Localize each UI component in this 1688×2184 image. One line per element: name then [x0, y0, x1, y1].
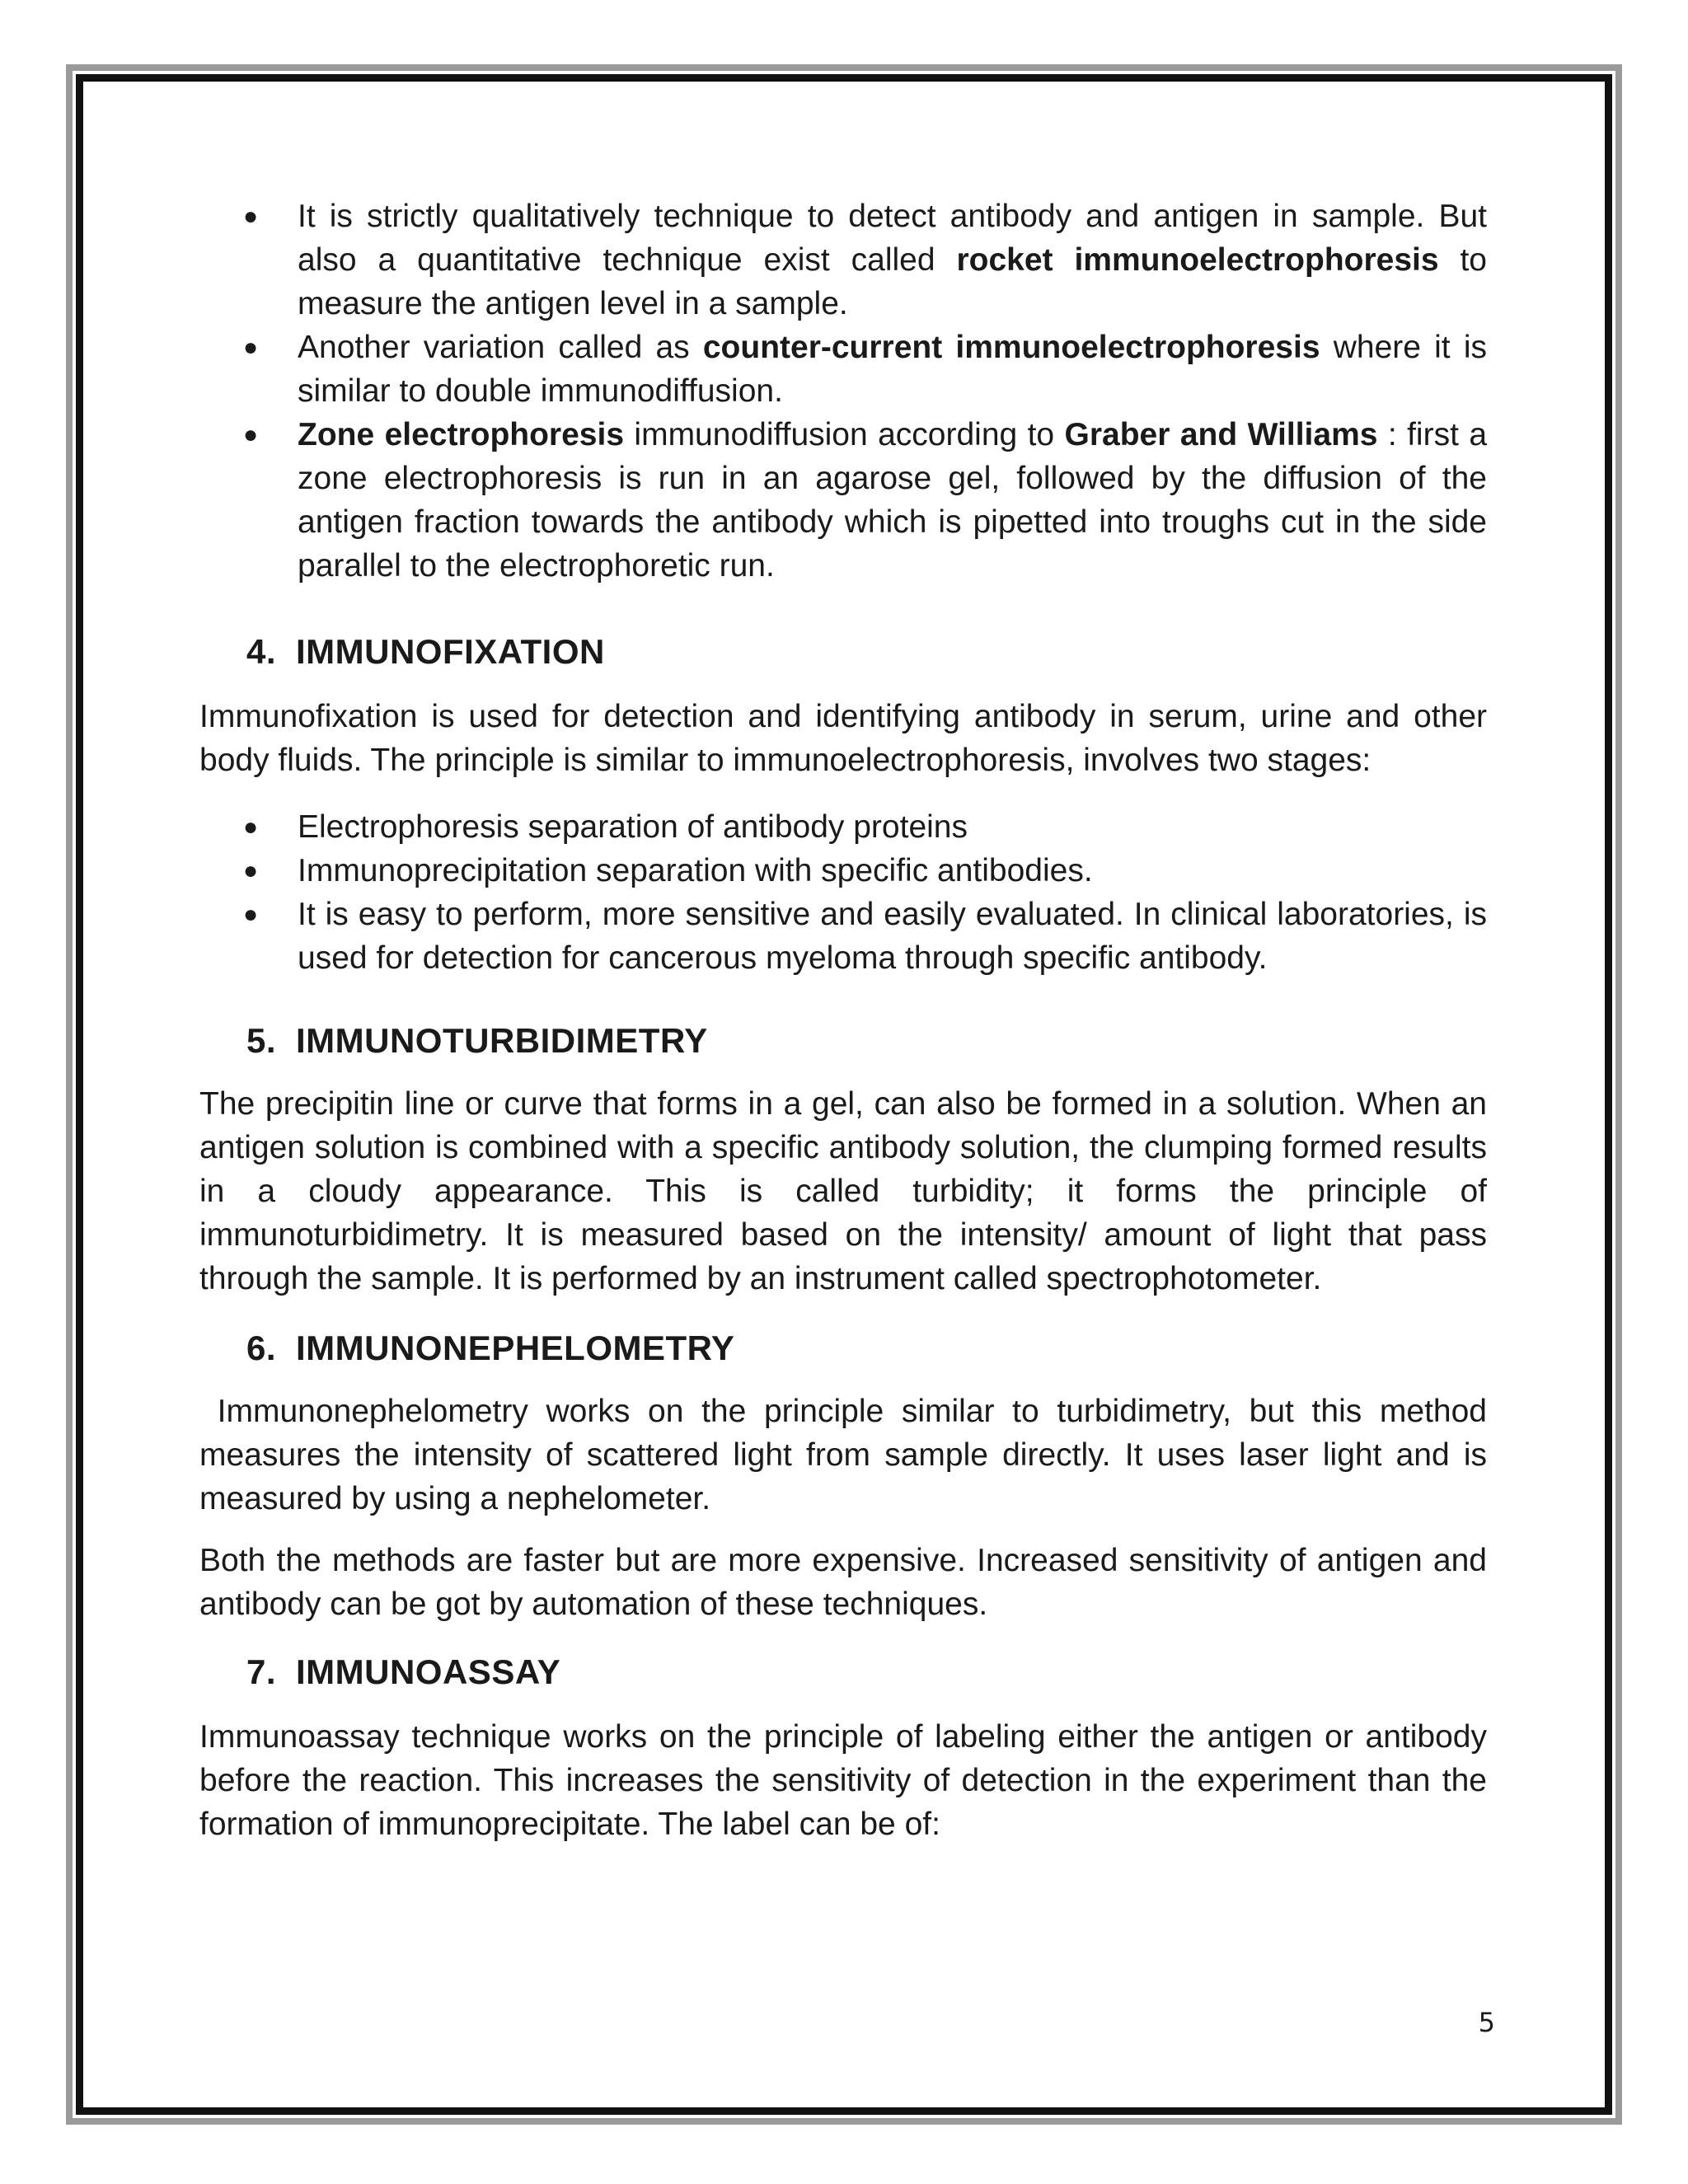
immunofixation-bullet-list [199, 805, 1487, 980]
section-heading-immunoassay: 7. IMMUNOASSAY [246, 1652, 561, 1691]
bullet-icon: ● [243, 203, 259, 230]
list-item: ● Immunoprecipitation separation with specific antibodies. [199, 849, 1487, 893]
intro-bullet-list [199, 194, 1487, 588]
page-number: 5 [1478, 2007, 1495, 2038]
list-item: ● Another variation called as counter-current immunoelectrophoresis where it is similar to double immunodiffusion. [199, 326, 1487, 413]
immunonephelometry-paragraph: Immunonephelometry works on the principle similar to turbidimetry, but this method measures the intensity of scattered light from sample directly. It uses laser light and is measured by using a nephelometer. [199, 1394, 1496, 1516]
bullet-icon: ● [243, 857, 259, 884]
immunofixation-paragraph: Immunofixation is used for detection and identifying antibody in serum, urine and other body fluids. The principle is similar to immunoelectrophoresis, involves two stages: [199, 699, 1487, 778]
bullet-icon: ● [243, 334, 259, 361]
list-item: ● It is strictly qualitatively technique to detect antibody and antigen in sample. But also a quantitative technique exist called rocket immunoelectrophoresis to measure the antigen level in a sample. [199, 194, 1487, 326]
list-item: ● It is easy to perform, more sensitive and easily evaluated. In clinical laboratories, is used for detection for cancerous myeloma through specific antibody. [199, 893, 1487, 980]
bullet-icon: ● [243, 813, 259, 841]
section-heading-immunofixation: 4. IMMUNOFIXATION [246, 632, 605, 671]
bullet-icon: ● [243, 901, 259, 928]
section-heading-immunoturbidimetry: 5. IMMUNOTURBIDIMETRY [246, 1021, 708, 1060]
page-content [199, 194, 1496, 1846]
immunoturbidimetry-paragraph: The precipitin line or curve that forms in a gel, can also be formed in a solution. When an antigen solution is combined with a specific antibody solution, the clumping formed results in a cloudy appearance. This is called turbidity; it forms the principle of immunoturbidimetry. It is measured based on the intensity/ amount of light that pass through the sample. It is performed by an instrument called spectrophotometer. [199, 1086, 1487, 1296]
list-item: ● Zone electrophoresis immunodiffusion according to Graber and Williams : first a zone electrophoresis is run in an agarose gel, followed by the diffusion of the antigen fraction towards the antibody which is pipetted into troughs cut in the side parallel to the electrophoretic run. [199, 413, 1487, 588]
section-heading-immunonephelometry: 6. IMMUNONEPHELOMETRY [246, 1329, 735, 1367]
methods-comparison-paragraph: Both the methods are faster but are more expensive. Increased sensitivity of antigen and antibody can be got by automation of these techniques. [199, 1543, 1487, 1622]
immunoassay-paragraph: Immunoassay technique works on the principle of labeling either the antigen or antibody before the reaction. This increases the sensitivity of detection in the experiment than the formation of immunoprecipitate. The label can be of: [199, 1719, 1487, 1842]
list-item: ● Electrophoresis separation of antibody proteins [199, 805, 1487, 849]
bullet-icon: ● [243, 421, 259, 448]
